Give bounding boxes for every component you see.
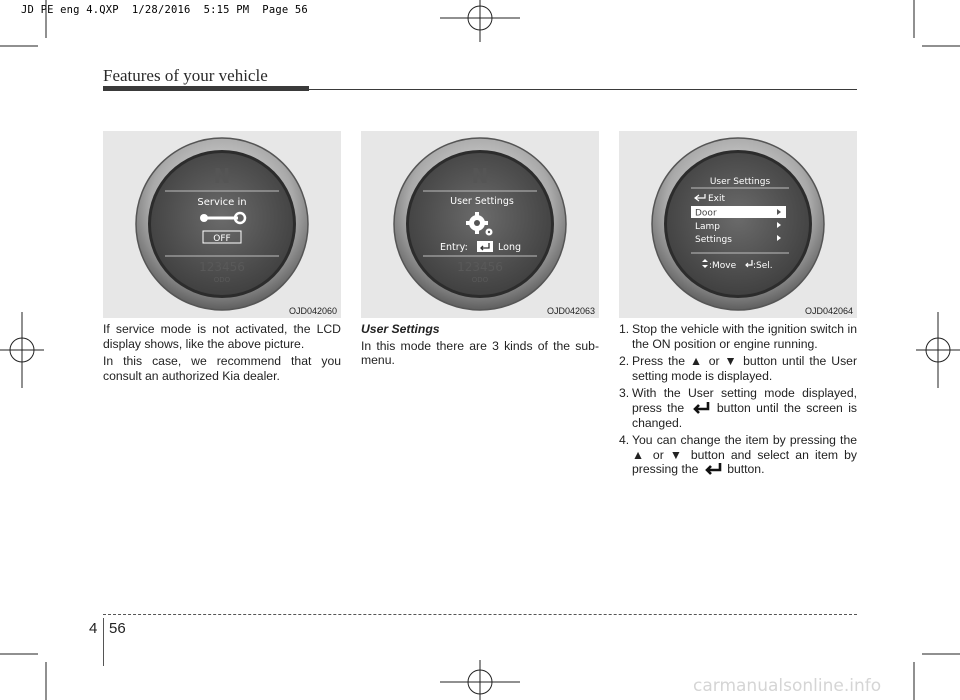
entry-suffix: Long xyxy=(498,242,521,253)
odometer-digits: 123456 xyxy=(457,260,503,274)
watermark: carmanualsonline.info xyxy=(693,676,882,696)
figure-code: OJD042064 xyxy=(804,306,853,316)
service-title: Service in xyxy=(197,197,247,208)
figure-service-mode xyxy=(103,131,341,318)
enter-icon xyxy=(702,462,724,475)
off-label: OFF xyxy=(213,234,231,244)
header-rule-thin xyxy=(309,89,857,90)
paragraph: If service mode is not activated, the LCD display shows, like the above picture. xyxy=(103,322,341,351)
column-service xyxy=(103,322,341,386)
user-settings-title: User Settings xyxy=(450,196,514,207)
cluster-dial-2 xyxy=(361,131,599,318)
menu-item-settings: Settings xyxy=(695,235,732,245)
odometer-digits: 123456 xyxy=(199,260,245,274)
figure-user-settings-menu xyxy=(619,131,857,318)
menu-title: User Settings xyxy=(709,177,771,187)
column-steps xyxy=(619,322,857,480)
footer-divider xyxy=(103,618,104,666)
cluster-dial-1 xyxy=(103,131,341,318)
step-number: 2. xyxy=(619,354,630,369)
step-number: 3. xyxy=(619,386,630,401)
header-rule-thick xyxy=(103,86,309,91)
step-item xyxy=(619,354,857,383)
footer-select: :Sel. xyxy=(753,261,773,271)
enter-key-badge xyxy=(477,241,493,252)
step-text: With the User setting mode displayed, press the xyxy=(632,386,857,415)
step-text: Stop the vehicle with the ignition switch in the ON position or engine running. xyxy=(632,322,857,351)
menu-item-lamp: Lamp xyxy=(695,222,721,232)
steps-list xyxy=(619,322,857,477)
paragraph: In this case, we recommend that you consult an authorized Kia dealer. xyxy=(103,354,341,383)
column-user-settings xyxy=(361,322,599,371)
page-number: 56 xyxy=(109,620,126,637)
figure-user-settings-entry xyxy=(361,131,599,318)
paragraph: In this mode there are 3 kinds of the sub-menu. xyxy=(361,338,599,368)
odometer-unit: ODO xyxy=(213,276,231,284)
section-title: Features of your vehicle xyxy=(103,66,268,85)
step-text-cont: button until the screen is changed. xyxy=(632,400,857,430)
enter-icon xyxy=(690,401,712,414)
figure-code: OJD042063 xyxy=(546,306,595,316)
step-item xyxy=(619,433,857,477)
menu-item-door: Door xyxy=(695,208,717,219)
gear-indicator: N xyxy=(471,164,489,188)
step-text: You can change the item by pressing the ▲ or ▼ button and select an item by pressing the xyxy=(632,433,857,477)
entry-label: Entry: xyxy=(440,242,468,253)
step-number: 1. xyxy=(619,322,630,336)
menu-item-exit: Exit xyxy=(708,194,726,204)
step-item xyxy=(619,386,857,430)
cluster-dial-3 xyxy=(619,131,857,318)
footer-rule xyxy=(103,614,857,615)
odometer-unit: ODO xyxy=(471,276,489,284)
gear-indicator: N xyxy=(213,164,231,188)
step-number: 4. xyxy=(619,433,630,448)
step-text-cont: button. xyxy=(727,462,765,477)
print-slug: JD PE eng 4.QXP 1/28/2016 5:15 PM Page 56 xyxy=(21,4,308,16)
figure-code: OJD042060 xyxy=(288,306,337,316)
chapter-number: 4 xyxy=(89,620,98,637)
footer-move: :Move xyxy=(709,261,737,271)
step-text: Press the ▲ or ▼ button until the User setting mode is displayed. xyxy=(632,354,857,383)
step-item xyxy=(619,322,857,351)
subheading: User Settings xyxy=(361,322,440,336)
